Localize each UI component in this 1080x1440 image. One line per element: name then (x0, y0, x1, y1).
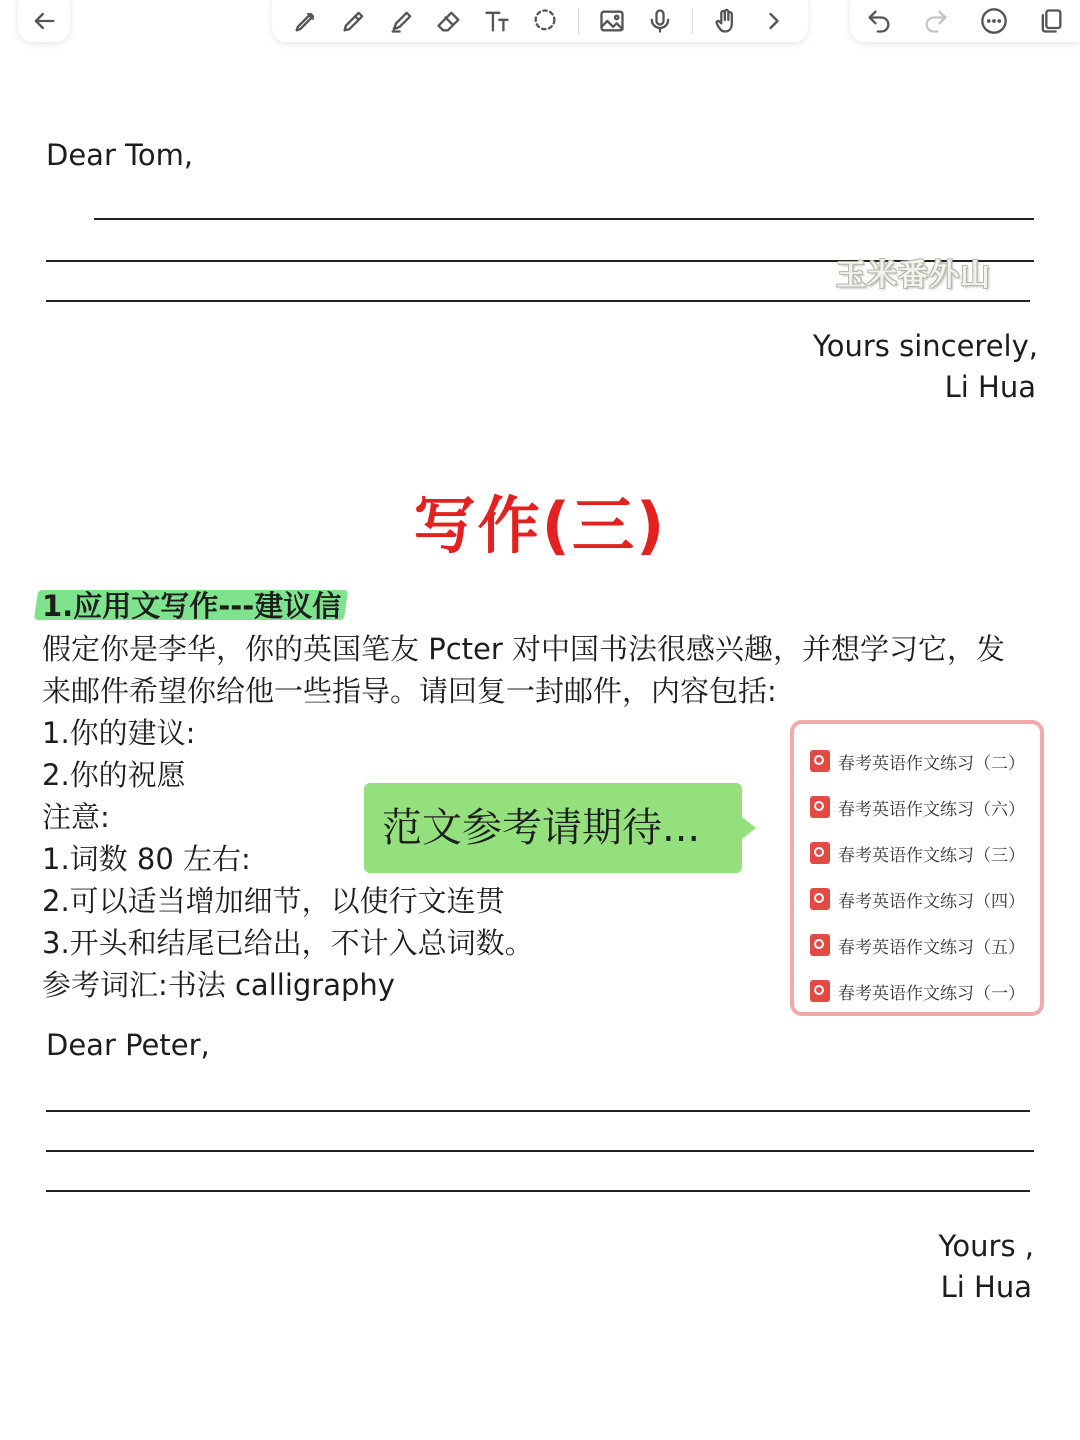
file-item[interactable] (810, 930, 1025, 960)
task-line: 假定你是李华，你的英国笔友 Pcter 对中国书法很感兴趣，并想学习它，发 (42, 632, 1006, 666)
watermark: 玉米番外山 (836, 258, 991, 293)
pdf-icon (810, 934, 830, 956)
file-item[interactable] (810, 884, 1025, 914)
chevron-right-icon[interactable] (759, 6, 789, 36)
task-line: 注意: (42, 800, 110, 834)
task-line: 来邮件希望你给他一些指导。请回复一封邮件，内容包括: (42, 674, 777, 708)
writing-line (46, 1190, 1030, 1192)
callout-bubble (364, 783, 742, 873)
writing-line (46, 1110, 1030, 1112)
toolbar-back-group (18, 0, 70, 42)
toolbar-tools-group (272, 0, 808, 42)
toolbar-actions-group (850, 0, 1080, 42)
eraser-icon[interactable] (434, 6, 464, 36)
letter2-signature: Li Hua (940, 1270, 1032, 1304)
microphone-icon[interactable] (645, 6, 675, 36)
letter1-closing: Yours sincerely, (812, 329, 1038, 363)
pencil-icon[interactable] (339, 6, 369, 36)
file-label: 春考英语作文练习（一） (838, 983, 1025, 1004)
pdf-icon (810, 796, 830, 818)
task-line: 3.开头和结尾已给出，不计入总词数。 (42, 926, 534, 960)
arrow-left-icon[interactable] (29, 6, 59, 36)
file-item[interactable] (810, 976, 1025, 1006)
file-item[interactable] (810, 838, 1025, 868)
file-label: 春考英语作文练习（四） (838, 891, 1025, 912)
task-line: 参考词汇:书法 calligraphy (42, 968, 395, 1002)
redo-icon[interactable] (921, 6, 951, 36)
writing-line (94, 218, 1034, 220)
image-icon[interactable] (597, 6, 627, 36)
writing-line (46, 300, 1030, 302)
pdf-icon (810, 842, 830, 864)
pdf-icon (810, 750, 830, 772)
toolbar-divider (692, 8, 693, 34)
writing-line (46, 1150, 1034, 1152)
task-line: 1.你的建议: (42, 716, 196, 750)
page-title: 写作(三) (413, 489, 667, 562)
letter2-greeting: Dear Peter, (46, 1028, 210, 1062)
file-label: 春考英语作文练习（五） (838, 937, 1025, 958)
file-label: 春考英语作文练习（三） (838, 845, 1025, 866)
letter1-greeting: Dear Tom, (46, 138, 194, 172)
task-line: 2.可以适当增加细节，以使行文连贯 (42, 884, 505, 918)
text-tool-icon[interactable] (482, 6, 512, 36)
task-line: 2.你的祝愿 (42, 758, 186, 792)
toolbar-divider (578, 8, 579, 34)
file-item[interactable] (810, 792, 1025, 822)
more-icon[interactable] (979, 6, 1009, 36)
pdf-icon (810, 888, 830, 910)
letter1-signature: Li Hua (944, 370, 1036, 404)
highlighter-icon[interactable] (387, 6, 417, 36)
pdf-icon (810, 980, 830, 1002)
task-heading: 1.应用文写作---建议信 (42, 589, 342, 623)
hand-pointer-icon[interactable] (711, 6, 741, 36)
task-line: 1.词数 80 左右: (42, 842, 251, 876)
file-label: 春考英语作文练习（二） (838, 753, 1025, 774)
file-item[interactable] (810, 746, 1025, 776)
lasso-icon[interactable] (530, 6, 560, 36)
file-label: 春考英语作文练习（六） (838, 799, 1025, 820)
letter2-closing: Yours , (938, 1229, 1034, 1263)
pen-icon[interactable] (291, 6, 321, 36)
file-list-panel (790, 720, 1044, 1016)
callout-text: 范文参考请期待... (382, 805, 701, 851)
pages-icon[interactable] (1036, 6, 1066, 36)
undo-icon[interactable] (864, 6, 894, 36)
